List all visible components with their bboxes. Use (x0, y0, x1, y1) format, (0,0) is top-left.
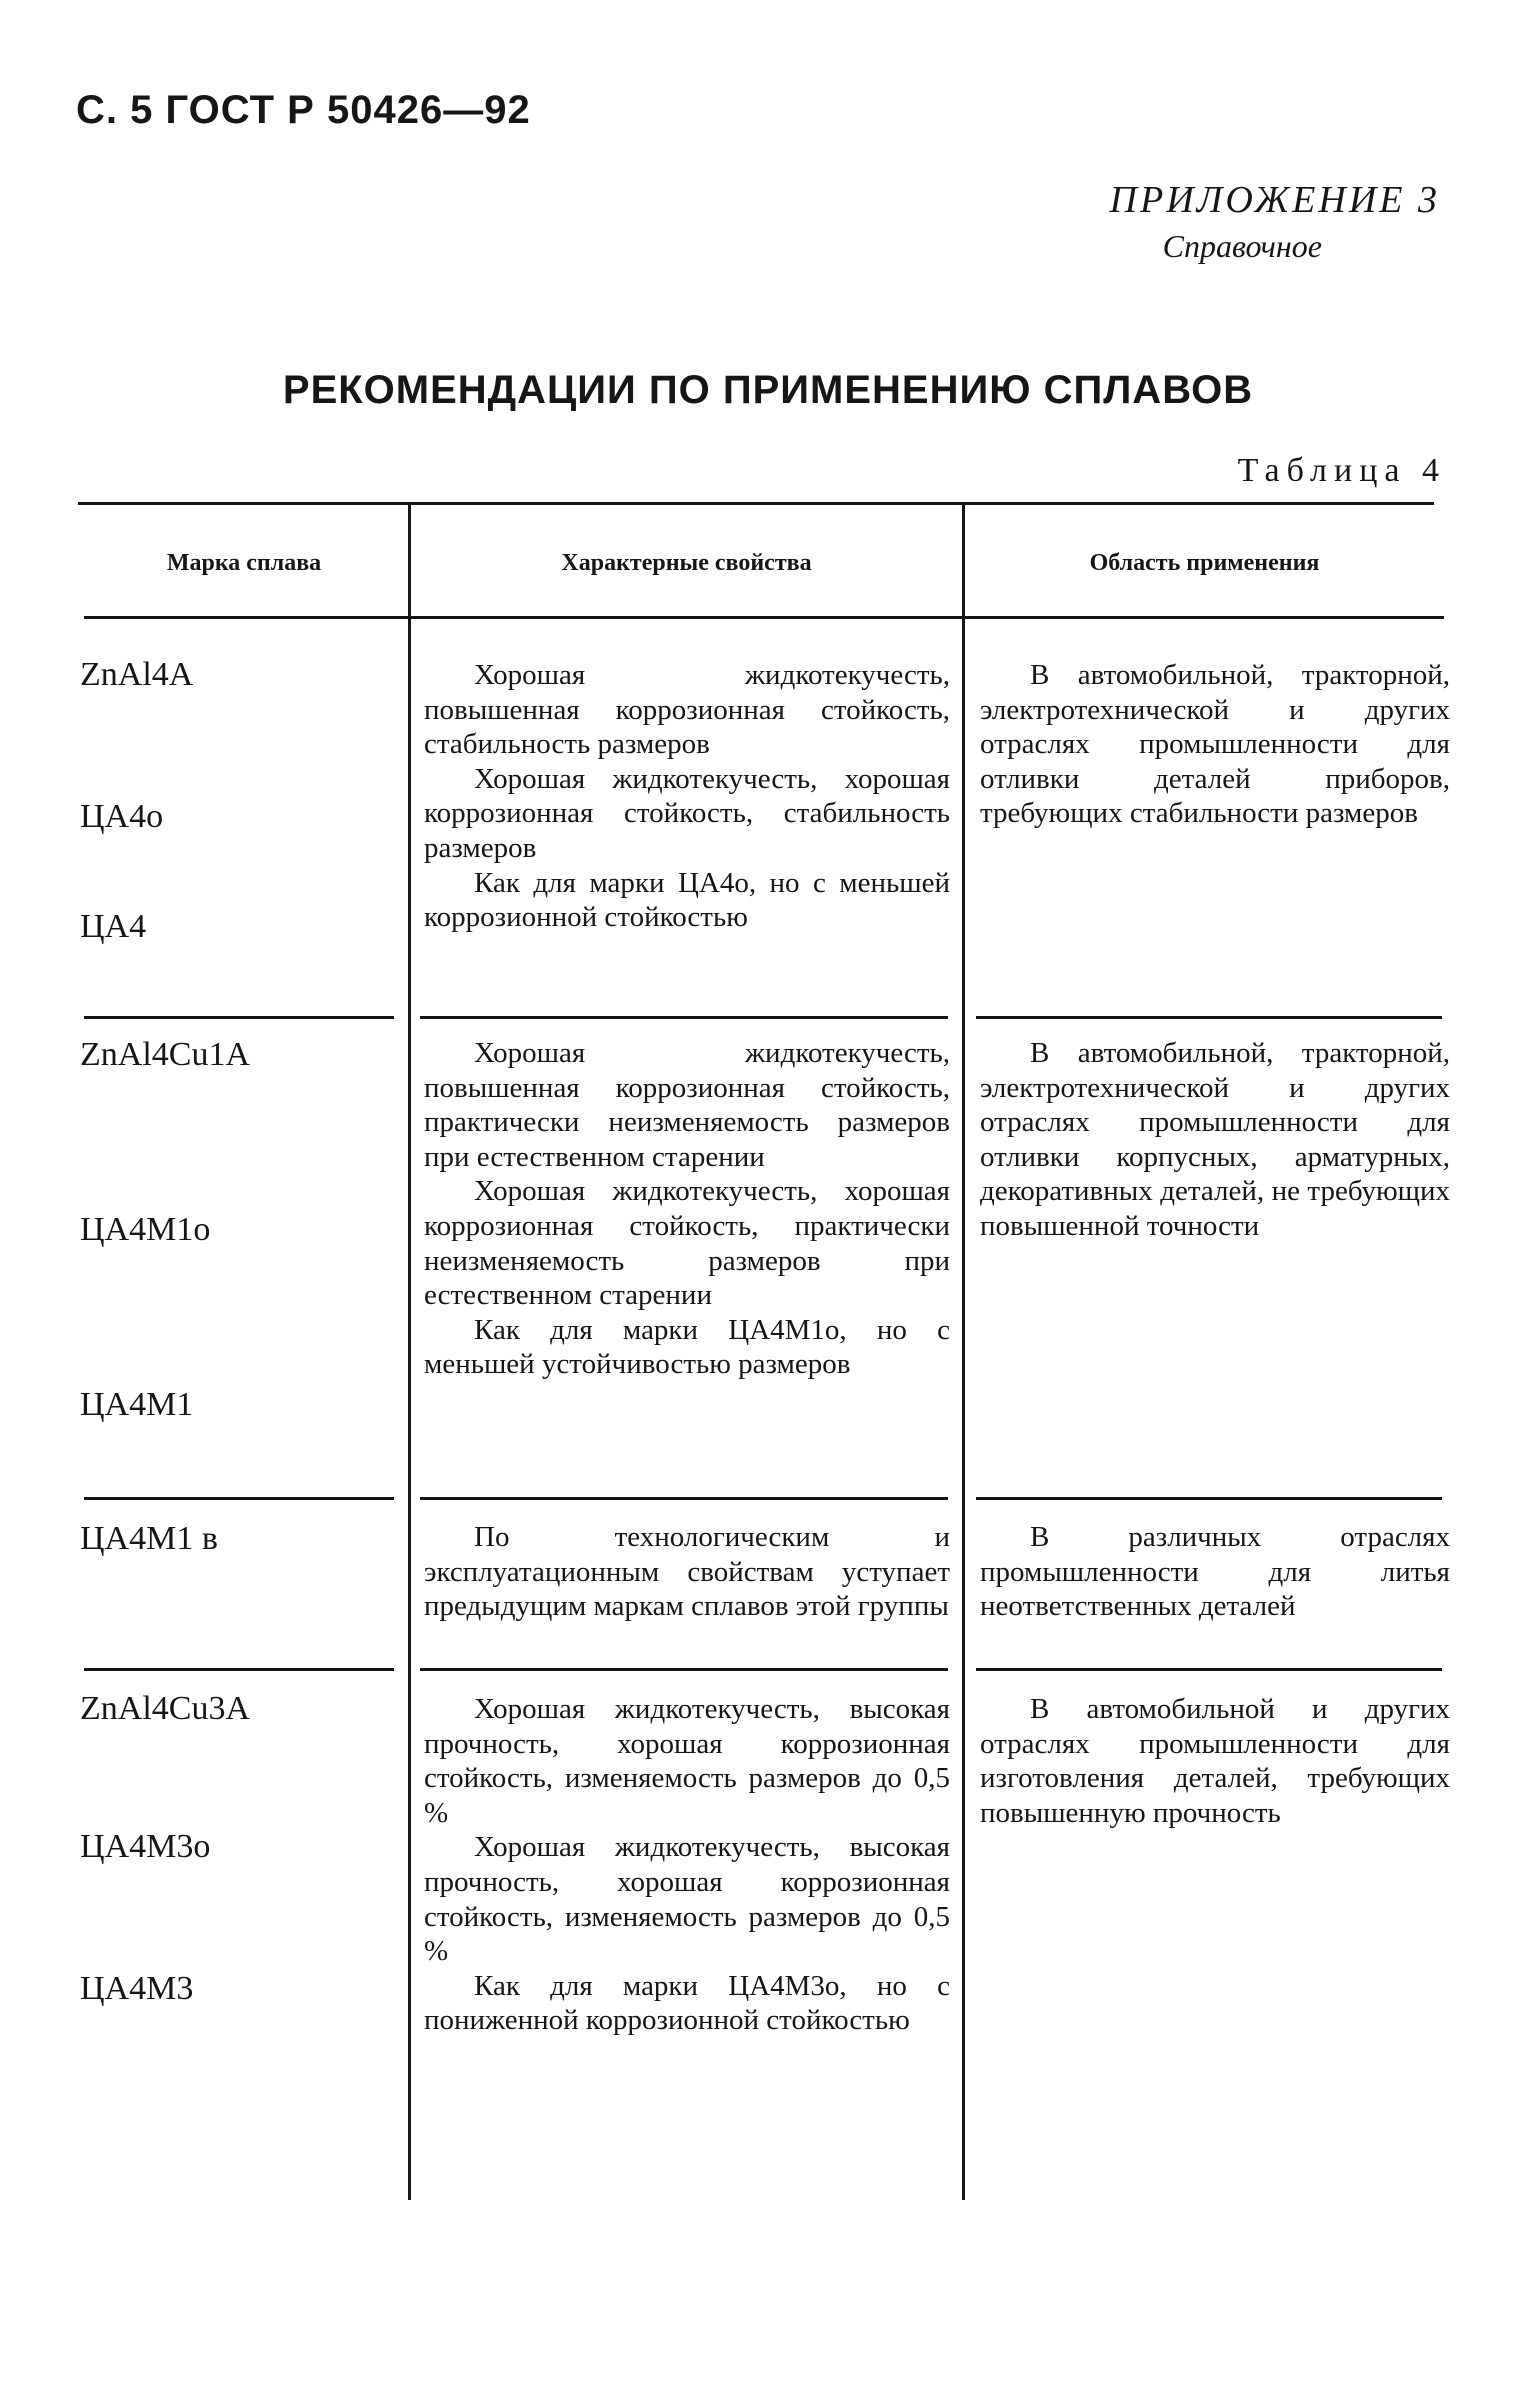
property-text: Как для марки ЦА4о, но с меньшей коррозионной стойкостью (424, 866, 950, 934)
group-separator (420, 1016, 948, 1019)
table-caption: Таблица 4 (1237, 452, 1446, 489)
application-text: В автомобильной, тракторной, электротехнической и других отраслях промышленности для отливки корпусных, арматурных, декоративных деталей, не требующих повышенной точности (980, 1037, 1450, 1242)
group-separator (84, 1016, 394, 1019)
column-divider-2 (962, 505, 965, 2200)
group-separator (420, 1668, 948, 1671)
alloy-name: ЦА4М1 в (80, 1520, 218, 1557)
property-text: Хорошая жидкотекучесть, повышенная коррозионная стойкость, практически неизменяемость размеров при естественном старении (424, 1037, 950, 1173)
alloy-name: ЦА4М3о (80, 1828, 211, 1865)
alloy-name: ZnAl4A (80, 656, 194, 693)
application-text: В различных отраслях промышленности для литья неответственных деталей (980, 1521, 1450, 1623)
appendix-label: ПРИЛОЖЕНИЕ 3 (1109, 179, 1440, 221)
properties-cell (424, 1036, 950, 1382)
application-text: В автомобильной, тракторной, электротехнической и других отраслях промышленности для отливки деталей приборов, требующих стабильности размеров (980, 659, 1450, 830)
alloy-name: ЦА4о (80, 798, 164, 835)
group-separator (84, 1668, 394, 1671)
group-separator (976, 1016, 1442, 1019)
column-header-application: Область применения (1089, 550, 1320, 576)
properties-cell (424, 658, 950, 935)
property-text: По технологическим и эксплуатационным свойствам уступает предыдущим маркам сплавов этой группы (424, 1521, 950, 1623)
column-divider-1 (408, 505, 411, 2200)
property-text: Хорошая жидкотекучесть, высокая прочность, хорошая коррозионная стойкость, изменяемость размеров до 0,5 % (424, 1693, 950, 1829)
running-header: С. 5 ГОСТ Р 50426—92 (76, 88, 531, 132)
header-bottom-rule (84, 616, 1444, 619)
column-header-alloy: Марка сплава (166, 550, 322, 576)
alloy-name: ZnAl4Cu1A (80, 1036, 250, 1073)
properties-cell (424, 1520, 950, 1624)
application-cell (980, 658, 1450, 831)
column-header-properties: Характерные свойства (561, 550, 812, 576)
property-text: Хорошая жидкотекучесть, высокая прочность, хорошая коррозионная стойкость, изменяемость размеров до 0,5 % (424, 1831, 950, 1968)
application-text: В автомобильной и других отраслях промышленности для изготовления деталей, требующих повышенную прочность (980, 1693, 1450, 1829)
application-cell (980, 1036, 1450, 1244)
group-separator (420, 1497, 948, 1500)
property-text: Хорошая жидкотекучесть, повышенная коррозионная стойкость, стабильность размеров (424, 659, 950, 761)
alloy-name: ЦА4 (80, 908, 147, 945)
alloy-name: ЦА4М3 (80, 1970, 194, 2007)
application-cell (980, 1520, 1450, 1624)
page-title: РЕКОМЕНДАЦИИ ПО ПРИМЕНЕНИЮ СПЛАВОВ (282, 368, 1254, 412)
table-top-rule (78, 502, 1434, 505)
group-separator (84, 1497, 394, 1500)
property-text: Хорошая жидкотекучесть, хорошая коррозионная стойкость, стабильность размеров (424, 762, 950, 864)
properties-cell (424, 1692, 950, 2038)
alloy-name: ЦА4М1 (80, 1386, 194, 1423)
property-text: Как для марки ЦА4М3о, но с пониженной коррозионной стойкостью (424, 1969, 950, 2037)
property-text: Как для марки ЦА4М1о, но с меньшей устойчивостью размеров (424, 1313, 950, 1381)
alloy-name: ЦА4М1о (80, 1211, 211, 1248)
property-text: Хорошая жидкотекучесть, хорошая коррозионная стойкость, практически неизменяемость размеров при естественном старении (424, 1175, 950, 1312)
alloy-name: ZnAl4Cu3A (80, 1690, 250, 1727)
group-separator (976, 1497, 1442, 1500)
application-cell (980, 1692, 1450, 1830)
group-separator (976, 1668, 1442, 1671)
appendix-type: Справочное (1162, 228, 1322, 264)
